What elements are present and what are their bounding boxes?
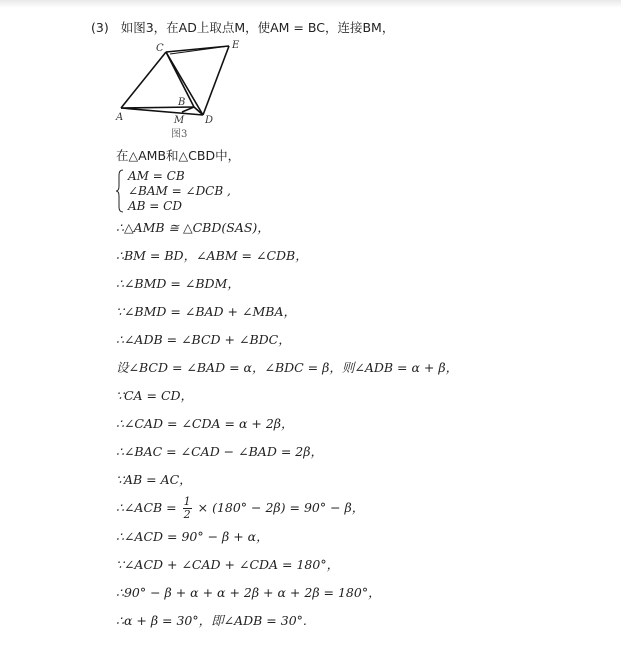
left-brace — [116, 169, 124, 213]
problem-header — [91, 20, 394, 36]
step-line-12: ∴∠ACD = 90° − β + α， — [116, 529, 269, 544]
step-line-11 — [116, 494, 364, 522]
step-11-suffix: × (180° − 2β) = 90° − β， — [197, 500, 365, 515]
system-row-1: AM = CB — [128, 169, 185, 183]
system-row-3: AB = CD — [128, 199, 182, 213]
problem-number: (3) — [91, 20, 109, 35]
figure-caption: 图3 — [171, 129, 188, 140]
system-row-2: ∠BAM = ∠DCB , — [128, 184, 231, 198]
geometry-figure — [112, 38, 252, 142]
fraction-numerator: 1 — [183, 495, 191, 508]
step-line-2: ∴BM = BD，∠ABM = ∠CDB， — [116, 248, 308, 263]
label-a: A — [116, 112, 124, 123]
label-d: D — [205, 115, 214, 126]
step-line-8: ∴∠CAD = ∠CDA = α + 2β， — [116, 416, 294, 431]
step-line-1: ∴△AMB ≅ △CBD(SAS)， — [116, 220, 270, 235]
step-11-prefix: ∴∠ACB = — [116, 500, 177, 515]
fraction-one-half — [183, 496, 192, 521]
segment-ac — [121, 52, 166, 108]
equation-system — [116, 169, 256, 215]
top-shade — [0, 0, 621, 8]
step-line-7: ∵CA = CD， — [116, 388, 194, 403]
step-line-5: ∴∠ADB = ∠BCD + ∠BDC， — [116, 332, 291, 347]
step-line-9: ∴∠BAC = ∠CAD − ∠BAD = 2β， — [116, 444, 323, 459]
step-line-15: ∴α + β = 30°，即∠ADB = 30°. — [116, 613, 307, 628]
step-line-3: ∴∠BMD = ∠BDM， — [116, 276, 240, 291]
step-line-4: ∵∠BMD = ∠BAD + ∠MBA， — [116, 304, 296, 319]
segment-ed — [203, 46, 229, 115]
intro-line: 在△AMB和△CBD中， — [116, 148, 241, 163]
step-line-13: ∵∠ACD + ∠CAD + ∠CDA = 180°， — [116, 557, 340, 572]
step-line-14: ∴90° − β + α + α + 2β + α + 2β = 180°， — [116, 585, 381, 600]
step-line-6: 设∠BCD = ∠BAD = α，∠BDC = β，则∠ADB = α + β， — [116, 360, 459, 375]
problem-statement: 如图3，在AD上取点M，使AM = BC，连接BM， — [120, 20, 395, 35]
figure-svg — [112, 38, 252, 142]
label-e: E — [232, 40, 240, 51]
label-c: C — [156, 43, 164, 54]
fraction-denominator: 2 — [183, 508, 191, 521]
label-b: B — [178, 97, 186, 108]
step-line-10: ∵AB = AC， — [116, 472, 192, 487]
label-m: M — [174, 115, 185, 126]
